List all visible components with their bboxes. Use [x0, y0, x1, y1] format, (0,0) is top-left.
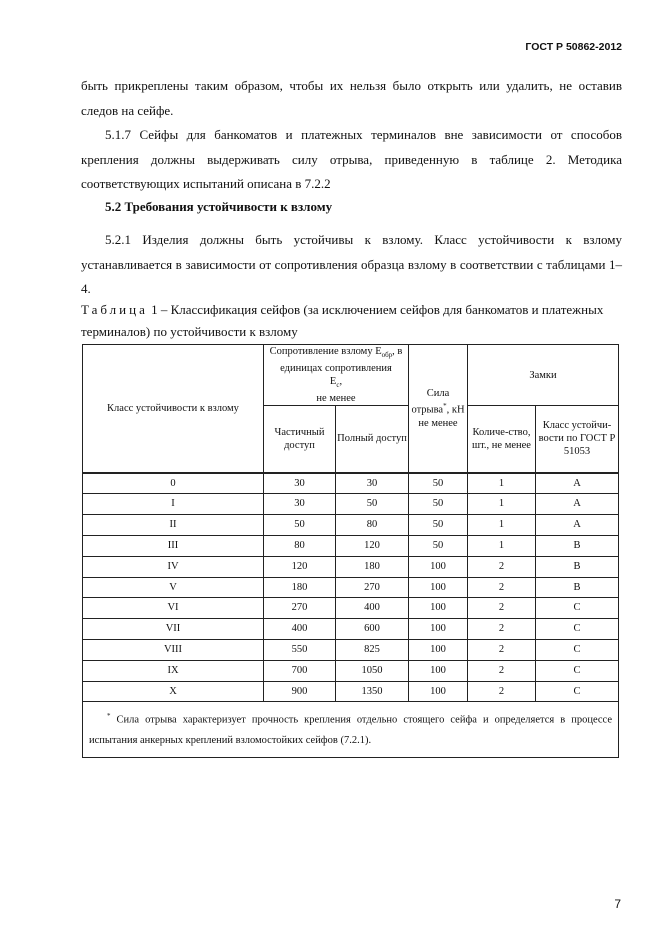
table-cell-cls: VI: [83, 598, 264, 619]
table-cell-partial: 550: [264, 640, 336, 661]
table-cell-full: 80: [336, 515, 409, 536]
header-locks: Замки: [468, 345, 619, 406]
table-cell-cls: VIII: [83, 640, 264, 661]
table-cell-lock: C: [536, 681, 619, 702]
table-cell-cls: IX: [83, 660, 264, 681]
table-cell-full: 1350: [336, 681, 409, 702]
header-resistance: Сопротивление взлому $E_{обр}$, в единицах сопротивления $E_c$, не менее: [264, 345, 409, 406]
table-cell-count: 1: [468, 494, 536, 515]
table-cell-cls: VII: [83, 619, 264, 640]
table-cell-lock: A: [536, 494, 619, 515]
header-partial-access: Частичный доступ: [264, 406, 336, 473]
table-cell-partial: 180: [264, 577, 336, 598]
table-cell-cls: IV: [83, 556, 264, 577]
document-standard-number: ГОСТ Р 50862-2012: [525, 41, 622, 53]
table-cell-lock: C: [536, 660, 619, 681]
table-cell-lock: C: [536, 640, 619, 661]
header-force: Сила отрыва*, кН не менее: [409, 345, 468, 473]
header-lock-class: Класс устойчи-вости по ГОСТ Р 51053: [536, 406, 619, 473]
table-cell-full: 180: [336, 556, 409, 577]
table-row: [83, 598, 619, 619]
page-number: 7: [614, 897, 621, 911]
table-cell-count: 2: [468, 619, 536, 640]
table-cell-cls: III: [83, 536, 264, 557]
table-cell-lock: A: [536, 515, 619, 536]
table-cell-count: 1: [468, 515, 536, 536]
table-cell-full: 825: [336, 640, 409, 661]
table-cell-partial: 400: [264, 619, 336, 640]
table-cell-partial: 30: [264, 494, 336, 515]
table-cell-count: 2: [468, 598, 536, 619]
table-cell-lock: B: [536, 536, 619, 557]
table-cell-full: 1050: [336, 660, 409, 681]
table-cell-cls: V: [83, 577, 264, 598]
table-row: [83, 619, 619, 640]
table-row: [83, 536, 619, 557]
paragraph-5-2-1: 5.2.1 Изделия должны быть устойчивы к взлому. Класс устойчивости к взлому устанавливается в зависимости от сопротивления образца взлому в соответствии с таблицами 1–4.: [81, 232, 622, 296]
table-cell-lock: C: [536, 619, 619, 640]
table-cell-count: 2: [468, 660, 536, 681]
table-cell-lock: B: [536, 577, 619, 598]
section-heading-5-2: 5.2 Требования устойчивости к взлому: [105, 199, 333, 214]
table-caption-text: 1 – Классификация сейфов (за исключением сейфов для банкоматов и платежных терминалов) по устойчивости к взлому: [81, 302, 604, 339]
table-cell-cls: 0: [83, 473, 264, 494]
paragraph-continuation: быть прикреплены таким образом, чтобы их нельзя было открыть или удалить, не оставив следов на сейфе.: [81, 78, 622, 118]
table-cell-count: 2: [468, 681, 536, 702]
table-footnote: * Сила отрыва характеризует прочность крепления отдельно стоящего сейфа и определяется в процессе испытания анкерных креплений взломостойких сейфов (7.2.1).: [83, 702, 619, 758]
table-row: [83, 473, 619, 494]
table-row: [83, 556, 619, 577]
table-cell-force: 100: [409, 556, 468, 577]
table-cell-lock: B: [536, 556, 619, 577]
table-cell-partial: 80: [264, 536, 336, 557]
table-body: [83, 473, 619, 702]
table-cell-partial: 30: [264, 473, 336, 494]
table-cell-count: 2: [468, 577, 536, 598]
table-cell-partial: 700: [264, 660, 336, 681]
table-cell-cls: X: [83, 681, 264, 702]
table-row: [83, 681, 619, 702]
table-cell-force: 100: [409, 598, 468, 619]
table-cell-full: 270: [336, 577, 409, 598]
table-cell-full: 30: [336, 473, 409, 494]
table-cell-partial: 120: [264, 556, 336, 577]
table-cell-full: 600: [336, 619, 409, 640]
table-cell-force: 50: [409, 515, 468, 536]
table-cell-partial: 50: [264, 515, 336, 536]
header-class: Класс устойчивости к взлому: [83, 345, 264, 473]
header-full-access: Полный доступ: [336, 406, 409, 473]
table-cell-full: 120: [336, 536, 409, 557]
table-row: [83, 640, 619, 661]
table-cell-partial: 270: [264, 598, 336, 619]
table-cell-lock: A: [536, 473, 619, 494]
table-cell-count: 2: [468, 556, 536, 577]
table-cell-cls: I: [83, 494, 264, 515]
table-cell-count: 1: [468, 473, 536, 494]
header-lock-count: Количе-ство, шт., не менее: [468, 406, 536, 473]
table-cell-force: 100: [409, 619, 468, 640]
table-caption-word: Таблица: [81, 302, 148, 317]
table-cell-force: 50: [409, 494, 468, 515]
table-cell-force: 100: [409, 577, 468, 598]
table-cell-force: 100: [409, 681, 468, 702]
table-cell-lock: C: [536, 598, 619, 619]
table-cell-full: 400: [336, 598, 409, 619]
table-cell-force: 100: [409, 660, 468, 681]
table-caption: [81, 299, 626, 343]
table-cell-cls: II: [83, 515, 264, 536]
table-cell-full: 50: [336, 494, 409, 515]
table-row: [83, 494, 619, 515]
table-row: [83, 660, 619, 681]
paragraph-5-1-7: 5.1.7 Сейфы для банкоматов и платежных терминалов вне зависимости от способов крепления должны выдерживать силу отрыва, приведенную в таблице 2. Методика соответствующих испытаний описана в 7.2.2: [81, 127, 622, 191]
table-cell-force: 50: [409, 473, 468, 494]
table-cell-force: 50: [409, 536, 468, 557]
table-row: [83, 515, 619, 536]
classification-table: [82, 344, 619, 758]
table-cell-force: 100: [409, 640, 468, 661]
table-cell-partial: 900: [264, 681, 336, 702]
table-row: [83, 577, 619, 598]
table-cell-count: 1: [468, 536, 536, 557]
table-cell-count: 2: [468, 640, 536, 661]
